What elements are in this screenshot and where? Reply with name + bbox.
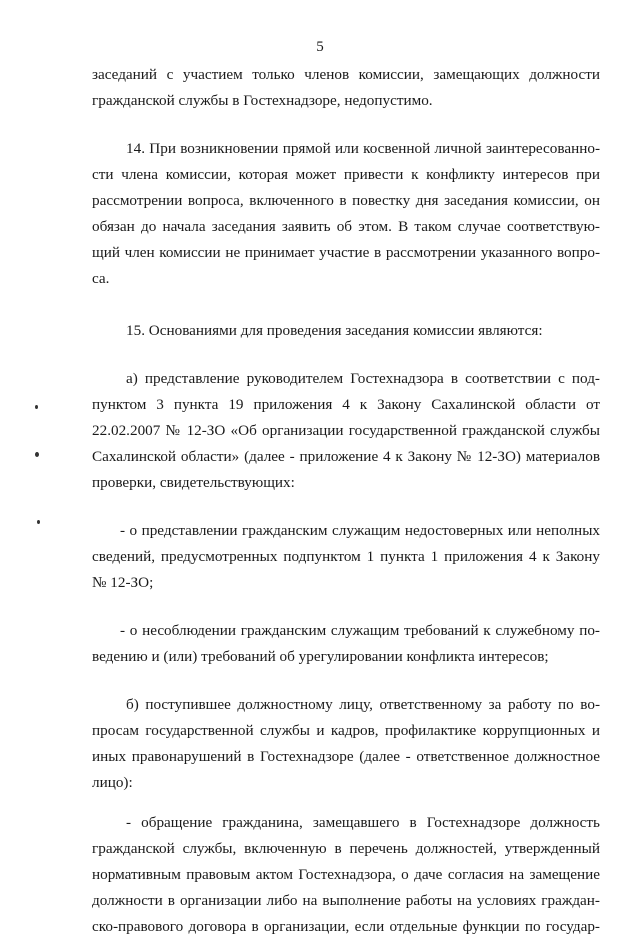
scan-speck <box>35 452 39 457</box>
document-body <box>92 62 600 940</box>
text-line: б) поступившее должностному лицу, ответственному за работу по во- <box>126 696 600 713</box>
text-line: Сахалинской области» (далее - приложение 4 к Закону № 12-ЗО) материалов <box>92 448 600 465</box>
text-line: лицо): <box>92 774 133 791</box>
text-line: - о представлении гражданским служащим недостоверных или неполных <box>120 522 600 539</box>
text-line: рассмотрении вопроса, включенного в повестку дня заседания комиссии, он <box>92 192 600 209</box>
text-line: а) представление руководителем Гостехнадзора в соответствии с под- <box>126 370 600 387</box>
paragraph-15b-item-1 <box>92 810 600 940</box>
text-line: иных правонарушений в Гостехнадзоре (далее - ответственное должностное <box>92 748 600 765</box>
text-line: просам государственной службы и кадров, профилактике коррупционных и <box>92 722 600 739</box>
text-line: сти члена комиссии, которая может привести к конфликту интересов при <box>92 166 600 183</box>
text-line: ведению и (или) требований об урегулировании конфликта интересов; <box>92 648 549 665</box>
paragraph-15a-item-1 <box>92 518 600 596</box>
text-line: 22.02.2007 № 12-ЗО «Об организации государственной гражданской службы <box>92 422 600 439</box>
text-line: гражданской службы, включенную в перечень должностей, утвержденный <box>92 840 600 857</box>
paragraph-15a <box>92 366 600 496</box>
text-line: са. <box>92 270 110 287</box>
text-line: 14. При возникновении прямой или косвенной личной заинтересованно- <box>126 140 600 157</box>
text-line: - обращение гражданина, замещавшего в Гостехнадзоре должность <box>126 814 600 831</box>
scan-speck <box>37 520 40 524</box>
paragraph-15a-item-2 <box>92 618 600 670</box>
scan-speck <box>35 405 38 409</box>
text-line: заседаний с участием только членов комиссии, замещающих должности <box>92 66 600 83</box>
page-number: 5 <box>316 39 324 55</box>
text-line: проверки, свидетельствующих: <box>92 474 295 491</box>
text-line: обязан до начала заседания заявить об этом. В таком случае соответствую- <box>92 218 600 235</box>
text-line: пунктом 3 пункта 19 приложения 4 к Закону Сахалинской области от <box>92 396 600 413</box>
text-line: ско-правового договора в организации, если отдельные функции по государ- <box>92 918 600 935</box>
paragraph-13-continuation <box>92 62 600 114</box>
text-line: нормативным правовым актом Гостехнадзора, о даче согласия на замещение <box>92 866 600 883</box>
text-line: - о несоблюдении гражданским служащим требований к служебному по- <box>120 622 600 639</box>
paragraph-15b <box>92 692 600 796</box>
text-line: 15. Основаниями для проведения заседания комиссии являются: <box>126 322 543 339</box>
text-line: гражданской службы в Гостехнадзоре, недопустимо. <box>92 92 433 109</box>
text-line: должности в организации либо на выполнение работы на условиях граждан- <box>92 892 600 909</box>
paragraph-14 <box>92 136 600 292</box>
text-line: щий член комиссии не принимает участие в рассмотрении указанного вопро- <box>92 244 600 261</box>
paragraph-15 <box>92 318 600 344</box>
text-line: сведений, предусмотренных подпунктом 1 пункта 1 приложения 4 к Закону <box>92 548 600 565</box>
text-line: № 12-ЗО; <box>92 574 154 591</box>
